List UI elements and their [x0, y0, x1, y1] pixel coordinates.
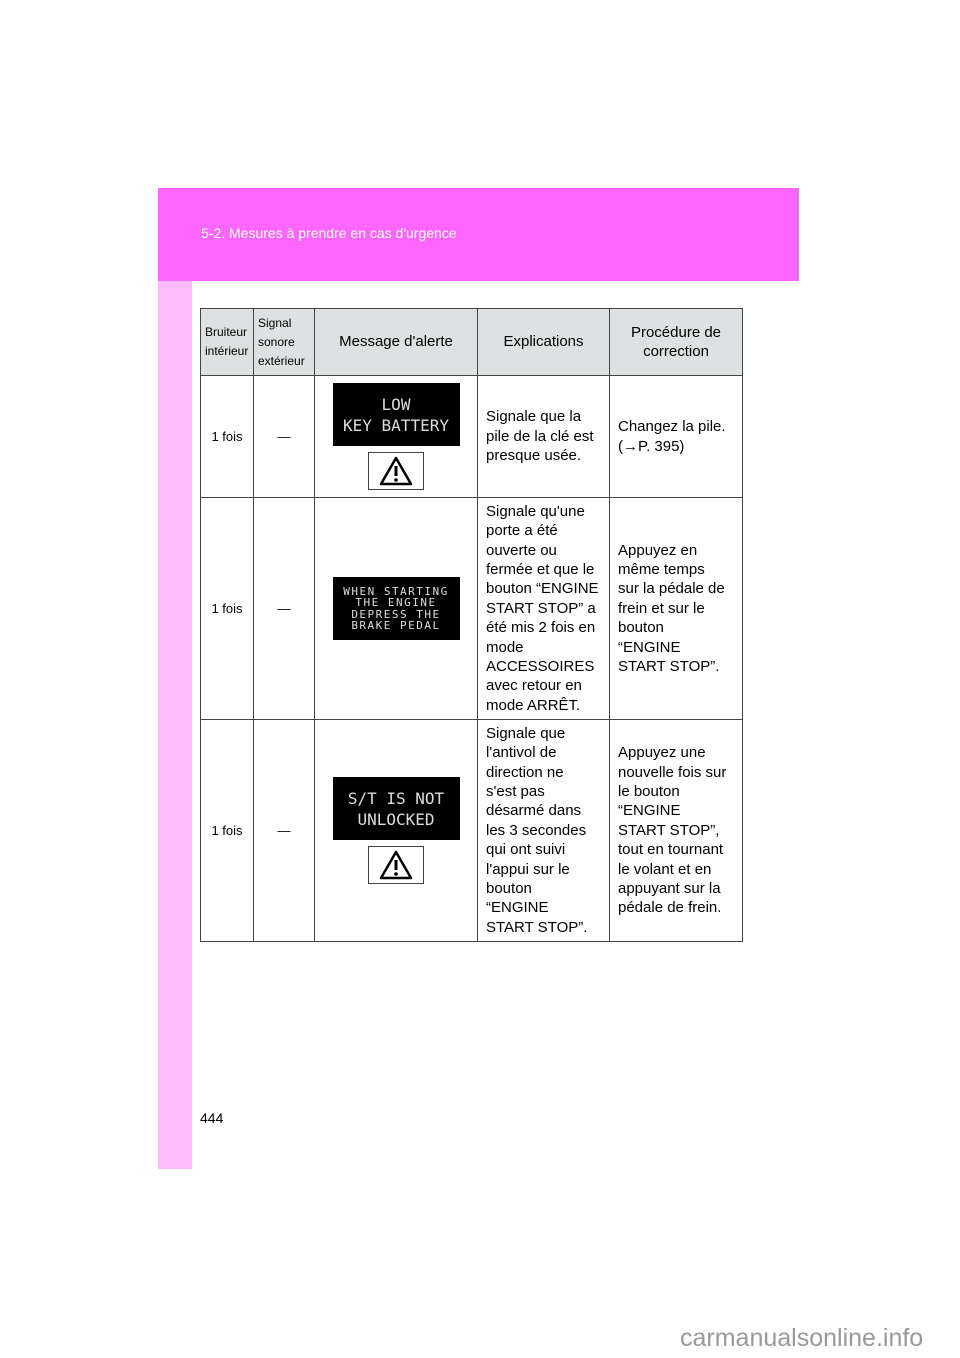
- warning-icon: [368, 846, 424, 884]
- interior-buzzer-cell: 1 fois: [201, 720, 254, 942]
- page-number: 444: [200, 1110, 224, 1126]
- warning-table: [200, 308, 743, 942]
- exterior-buzzer-cell: —: [254, 720, 315, 942]
- alert-display: LOW KEY BATTERY: [333, 383, 460, 446]
- table-row: [201, 720, 743, 942]
- watermark: carmanualsonline.info: [680, 1324, 924, 1352]
- procedure-cell: Changez la pile. (→P. 395): [610, 376, 743, 498]
- procedure-cell: Appuyez une nouvelle fois sur le bouton “ENGINE START STOP”, tout en tournant le volant et en appuyant sur la pédale de frein.: [610, 720, 743, 942]
- interior-buzzer-cell: 1 fois: [201, 376, 254, 498]
- section-title: 5-2. Mesures à prendre en cas d'urgence: [201, 225, 457, 241]
- alert-display: S/T IS NOT UNLOCKED: [333, 777, 460, 840]
- warning-icon: [368, 452, 424, 490]
- section-header-band: [158, 188, 799, 281]
- interior-buzzer-cell: 1 fois: [201, 498, 254, 720]
- explanation-cell: Signale qu'une porte a été ouverte ou fermée et que le bouton “ENGINE START STOP” a été mis 2 fois en mode ACCESSOIRES avec retour en mode ARRÊT.: [478, 498, 610, 720]
- procedure-cell: Appuyez en même temps sur la pédale de frein et sur le bouton “ENGINE START STOP”.: [610, 498, 743, 720]
- message-cell: [315, 498, 478, 720]
- header-message: Message d'alerte: [315, 309, 478, 376]
- header-explanation: Explications: [478, 309, 610, 376]
- table-row: [201, 498, 743, 720]
- exterior-buzzer-cell: —: [254, 498, 315, 720]
- alert-display: WHEN STARTING THE ENGINE DEPRESS THE BRAKE PEDAL: [333, 577, 460, 640]
- side-tab: [158, 281, 192, 1169]
- explanation-cell: Signale que la pile de la clé est presque usée.: [478, 376, 610, 498]
- exterior-buzzer-cell: —: [254, 376, 315, 498]
- table-row: [201, 376, 743, 498]
- header-exterior-buzzer: Signal sonore extérieur: [254, 309, 315, 376]
- header-interior-buzzer: Bruiteur intérieur: [201, 309, 254, 376]
- explanation-cell: Signale que l'antivol de direction ne s'est pas désarmé dans les 3 secondes qui ont suivi l'appui sur le bouton “ENGINE START STOP”.: [478, 720, 610, 942]
- message-cell: [315, 376, 478, 498]
- table-header-row: [201, 309, 743, 376]
- message-cell: [315, 720, 478, 942]
- header-procedure: Procédure de correction: [610, 309, 743, 376]
